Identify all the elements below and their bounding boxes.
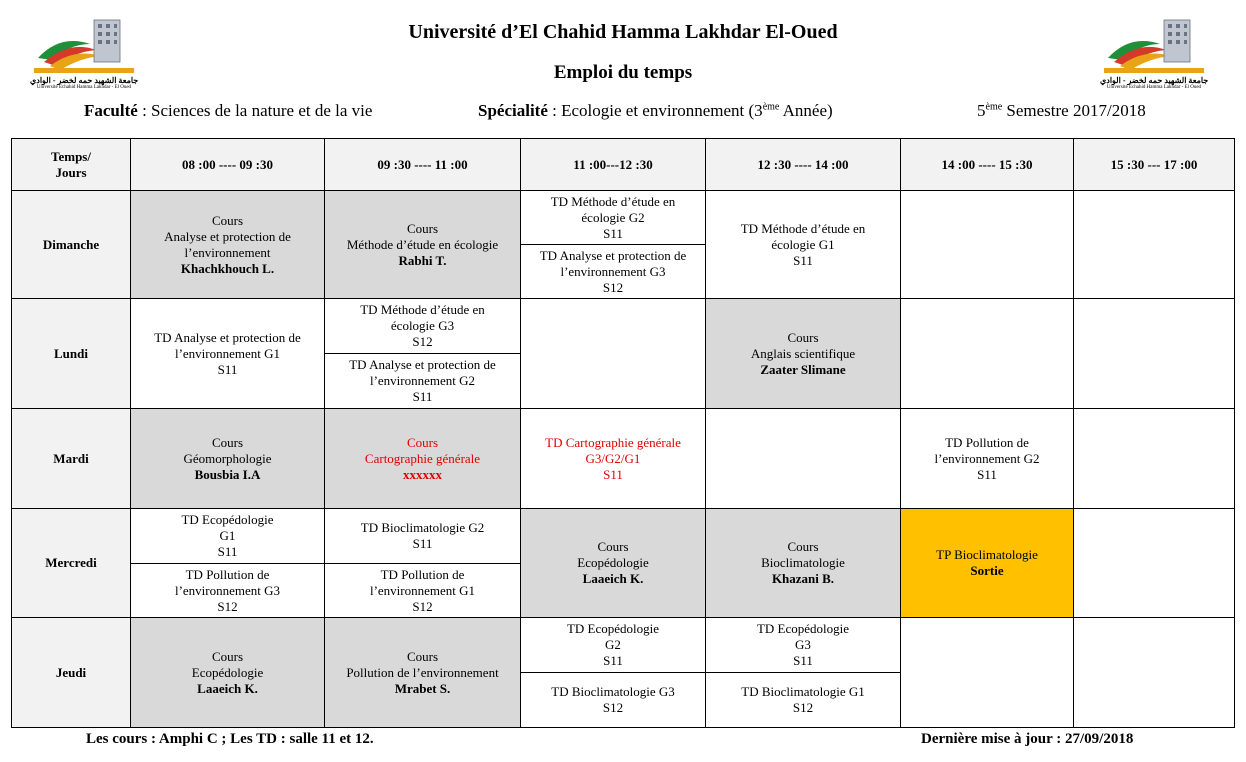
faculty-info — [84, 101, 372, 121]
empty-cell — [901, 618, 1074, 728]
last-update: Dernière mise à jour : 27/09/2018 — [921, 731, 1134, 747]
session-half — [706, 618, 900, 672]
semester-number: 5 — [977, 101, 986, 120]
session-cell — [706, 509, 901, 618]
session-cell — [131, 191, 325, 299]
session-half — [325, 299, 520, 353]
day-label: Lundi — [12, 299, 131, 409]
session-subject: l’environnement G3 — [560, 263, 666, 279]
session-type: Cours — [211, 648, 244, 664]
time-slot-header: 09 :30 ---- 11 :00 — [325, 139, 521, 191]
session-type: Cours — [597, 539, 629, 554]
empty-cell — [706, 409, 901, 509]
specialty-value: : Ecologie et environnement (3 — [547, 101, 763, 120]
session-group: G3 — [795, 637, 811, 652]
university-name: Université d’El Chahid Hamma Lakhdar El-Oued — [408, 21, 838, 43]
session-room: S11 — [793, 653, 813, 668]
timetable — [11, 138, 1235, 728]
empty-cell — [1074, 618, 1235, 728]
session-room: S12 — [602, 700, 624, 715]
session-subject: TD Bioclimatologie G3 — [551, 684, 675, 699]
semester-info — [977, 101, 1146, 121]
session-teacher: Zaater Slimane — [760, 361, 846, 377]
session-type: Cours — [787, 329, 819, 345]
session-type: Cours — [787, 539, 819, 554]
split-session-cell — [325, 509, 521, 618]
faculty-label: Faculté — [84, 101, 138, 120]
session-group: G2 — [605, 637, 621, 652]
session-subject: TD Bioclimatologie G2 — [360, 520, 485, 535]
session-cell — [131, 409, 325, 509]
session-subject: Géomorphologie — [183, 450, 272, 466]
session-subject: TD Méthode d’étude en — [360, 302, 485, 317]
session-subject: l’environnement G2 — [369, 373, 476, 388]
session-half — [521, 672, 705, 727]
session-half — [706, 672, 900, 727]
table-row-lundi — [12, 299, 1235, 409]
session-subject: TD Analyse et protection de — [154, 329, 301, 345]
session-half — [325, 563, 520, 617]
session-subject: Bioclimatologie — [761, 555, 845, 570]
session-cell — [901, 509, 1074, 618]
session-teacher: Bousbia I.A — [194, 466, 261, 482]
time-slot-header: 12 :30 ---- 14 :00 — [706, 139, 901, 191]
split-session-cell — [325, 299, 521, 409]
session-half — [325, 509, 520, 563]
session-subject: TD Méthode d’étude en — [550, 193, 676, 209]
session-room: S11 — [603, 466, 623, 482]
table-row-dimanche — [12, 191, 1235, 299]
session-half — [325, 353, 520, 408]
corner-header — [12, 139, 131, 191]
session-subject: Analyse et protection de — [164, 228, 291, 244]
session-subject: TD Analyse et protection de — [539, 247, 687, 263]
empty-cell — [901, 191, 1074, 299]
session-cell — [325, 618, 521, 728]
session-subject: Cartographie générale — [364, 450, 481, 466]
empty-cell — [1074, 509, 1235, 618]
logo-latin-text: Université Echahid Hamma Lakhdar - El Oued — [36, 85, 132, 90]
session-room: S12 — [217, 598, 238, 614]
session-subject: TP Bioclimatologie — [936, 547, 1038, 562]
time-slot-header: 15 :30 --- 17 :00 — [1074, 139, 1235, 191]
time-slot-header: 11 :00---12 :30 — [521, 139, 706, 191]
session-teacher: Laaeich K. — [197, 680, 258, 696]
session-subject: l’environnement G3 — [174, 582, 281, 598]
corner-line: Temps/ — [51, 148, 91, 164]
page-title: Emploi du temps — [553, 62, 693, 83]
day-label: Jeudi — [12, 618, 131, 728]
empty-cell — [901, 299, 1074, 409]
day-label: Mardi — [12, 409, 131, 509]
session-type: Cours — [211, 212, 244, 228]
session-teacher: Mrabet S. — [394, 680, 451, 696]
session-room: S12 — [412, 598, 433, 614]
session-subject: TD Pollution de — [945, 434, 1029, 450]
split-session-cell — [521, 191, 706, 299]
day-label: Dimanche — [12, 191, 131, 299]
semester-sup: ème — [985, 101, 1003, 113]
session-half — [521, 191, 705, 244]
session-room: S12 — [602, 279, 624, 295]
session-subject: TD Pollution de — [185, 566, 270, 582]
logo-latin-text: Université Echahid Hamma Lakhdar - El Oued — [1106, 85, 1202, 90]
specialty-end: Année) — [779, 101, 833, 120]
session-group: G3/G2/G1 — [585, 450, 641, 466]
session-half — [521, 244, 705, 298]
session-cell — [521, 509, 706, 618]
session-room: S11 — [603, 225, 623, 241]
session-cell — [901, 409, 1074, 509]
session-room: S11 — [977, 466, 997, 482]
session-room: S11 — [793, 252, 813, 268]
session-cell — [131, 299, 325, 409]
corner-line: Jours — [55, 164, 87, 180]
session-subject: l’environnement — [184, 244, 271, 260]
session-subject: Méthode d’étude en écologie — [346, 236, 499, 252]
session-room: S11 — [217, 544, 238, 559]
session-teacher: xxxxxx — [403, 466, 442, 482]
table-row-jeudi — [12, 618, 1235, 728]
day-label: Mercredi — [12, 509, 131, 618]
session-room: S12 — [412, 334, 433, 349]
session-subject: Ecopédologie — [191, 664, 264, 680]
session-subject: TD Bioclimatologie G1 — [741, 684, 865, 699]
session-type: Cours — [406, 220, 439, 236]
session-note: Sortie — [970, 563, 1004, 578]
session-cell — [325, 191, 521, 299]
table-row-mardi — [12, 409, 1235, 509]
session-room: S11 — [217, 361, 238, 377]
specialty-sup: ème — [762, 101, 780, 113]
session-subject: TD Cartographie générale — [545, 434, 681, 450]
faculty-value: : Sciences de la nature et de la vie — [137, 101, 373, 120]
session-teacher: Khachkhouch L. — [180, 260, 275, 276]
session-type: Cours — [211, 434, 244, 450]
session-subject: TD Ecopédologie — [566, 621, 660, 636]
time-slot-header: 14 :00 ---- 15 :30 — [901, 139, 1074, 191]
empty-cell — [1074, 409, 1235, 509]
session-subject: TD Pollution de — [380, 566, 465, 582]
time-slot-header: 08 :00 ---- 09 :30 — [131, 139, 325, 191]
session-subject: l’environnement G1 — [174, 345, 281, 361]
session-subject: TD Méthode d’étude en — [740, 220, 866, 236]
session-subject: TD Ecopédologie — [181, 512, 274, 527]
empty-cell — [521, 299, 706, 409]
semester-text: Semestre 2017/2018 — [1002, 101, 1146, 120]
session-half — [131, 509, 324, 563]
session-cell — [521, 409, 706, 509]
session-teacher: Khazani B. — [771, 571, 835, 586]
session-cell — [131, 618, 325, 728]
session-room: S11 — [603, 653, 623, 668]
session-subject: écologie G3 — [390, 318, 455, 333]
specialty-info — [478, 101, 833, 121]
session-cell — [325, 409, 521, 509]
session-subject: Anglais scientifique — [750, 345, 856, 361]
session-type: Cours — [406, 648, 439, 664]
empty-cell — [1074, 191, 1235, 299]
session-half — [131, 563, 324, 617]
timetable-header-row — [12, 139, 1235, 191]
session-teacher: Laaeich K. — [582, 571, 644, 586]
session-half — [521, 618, 705, 672]
session-subject: l’environnement G2 — [934, 450, 1040, 466]
session-teacher: Rabhi T. — [398, 252, 447, 268]
session-group: G1 — [219, 528, 236, 543]
table-row-mercredi — [12, 509, 1235, 618]
session-room: S11 — [412, 536, 433, 551]
logo-arabic-text: جامعة الشهيد حمه لخضر - الوادي — [30, 76, 139, 85]
session-room: S12 — [792, 700, 814, 715]
session-subject: TD Analyse et protection de — [349, 357, 496, 372]
session-room: S11 — [412, 389, 433, 404]
rooms-note: Les cours : Amphi C ; Les TD : salle 11 et 12. — [86, 731, 374, 747]
logo-arabic-text: جامعة الشهيد حمه لخضر - الوادي — [1100, 76, 1209, 85]
session-subject: Pollution de l’environnement — [346, 664, 499, 680]
specialty-label: Spécialité — [478, 101, 548, 120]
session-subject: écologie G2 — [581, 209, 645, 225]
session-cell — [706, 299, 901, 409]
split-session-cell — [521, 618, 706, 728]
split-session-cell — [131, 509, 325, 618]
empty-cell — [1074, 299, 1235, 409]
session-subject: TD Ecopédologie — [756, 621, 850, 636]
session-type: Cours — [406, 434, 439, 450]
session-subject: Ecopédologie — [577, 555, 649, 570]
session-subject: l’environnement G1 — [369, 582, 476, 598]
session-cell — [706, 191, 901, 299]
split-session-cell — [706, 618, 901, 728]
session-subject: écologie G1 — [771, 236, 835, 252]
